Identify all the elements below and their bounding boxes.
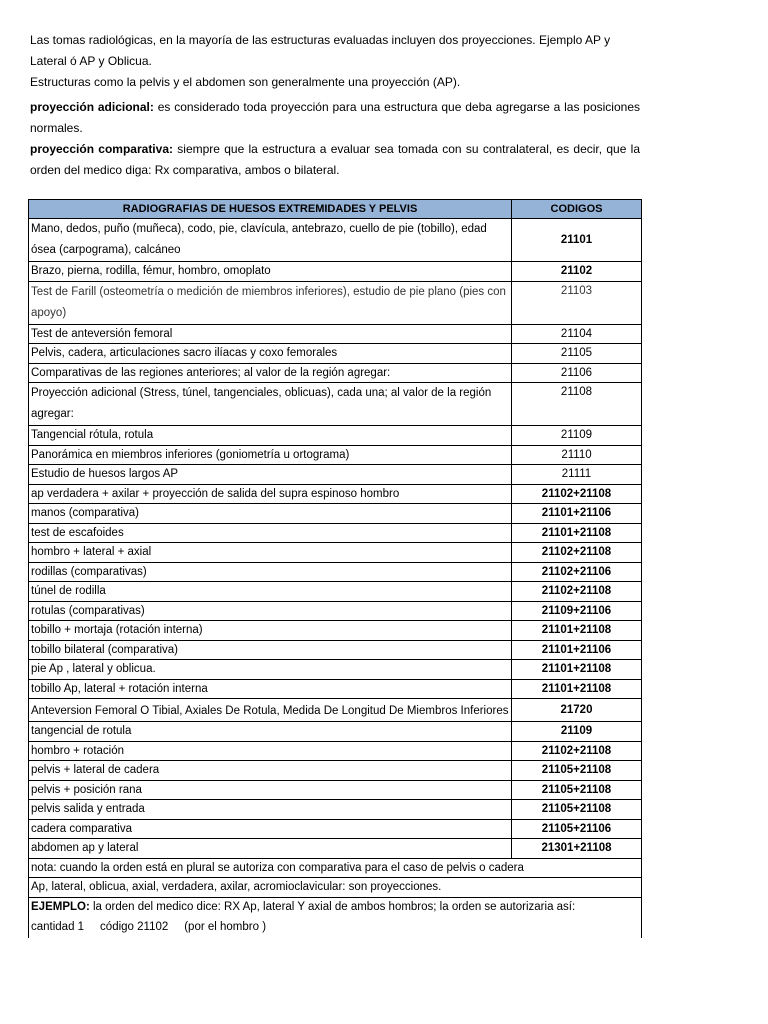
row-description: Mano, dedos, puño (muñeca), codo, pie, clavícula, antebrazo, cuello de pie (tobillo), edad ósea (carpograma), calcáneo: [29, 219, 512, 262]
row-code: 21104: [512, 324, 642, 344]
row-description: túnel de rodilla: [29, 582, 512, 602]
row-description: tobillo bilateral (comparativa): [29, 640, 512, 660]
row-code: 21102+21108: [512, 543, 642, 563]
intro-paragraph-1: Las tomas radiológicas, en la mayoría de las estructuras evaluadas incluyen dos proyecciones. Ejemplo AP y Lateral ó AP y Oblicua.: [30, 33, 611, 68]
row-code: 21101+21108: [512, 523, 642, 543]
row-description: Comparativas de las regiones anteriores; al valor de la región agregar:: [29, 363, 512, 383]
row-code: 21301+21108: [512, 839, 642, 859]
table-row: [29, 562, 642, 582]
row-code: 21101+21108: [512, 679, 642, 699]
table-row: [29, 504, 642, 524]
row-code: 21101+21108: [512, 660, 642, 680]
row-code: 21105+21108: [512, 800, 642, 820]
row-description: Proyección adicional (Stress, túnel, tangenciales, oblicuas), cada una; al valor de la región agregar:: [29, 383, 512, 426]
table-header-row: [29, 200, 642, 219]
intro-paragraph-3: [30, 97, 640, 139]
table-row: [29, 465, 642, 485]
row-description: cadera comparativa: [29, 819, 512, 839]
row-code: 21106: [512, 363, 642, 383]
table-row: [29, 621, 642, 641]
row-description: pelvis + lateral de cadera: [29, 761, 512, 781]
header-codes: CODIGOS: [512, 200, 642, 219]
row-description: hombro + rotación: [29, 741, 512, 761]
header-description: RADIOGRAFIAS DE HUESOS EXTREMIDADES Y PELVIS: [29, 200, 512, 219]
table-row: [29, 780, 642, 800]
row-description: pelvis salida y entrada: [29, 800, 512, 820]
example-text: [29, 897, 642, 916]
table-row: [29, 800, 642, 820]
row-code: 21109: [512, 722, 642, 742]
row-code: 21109+21106: [512, 601, 642, 621]
row-code: 21105+21106: [512, 819, 642, 839]
definition-proyeccion-comparativa: siempre que la estructura a evaluar sea tomada con su contralateral, es decir, que la orden del medico diga: Rx comparativa, ambos o bilateral.: [30, 142, 640, 177]
row-code: 21110: [512, 445, 642, 465]
row-code: 21101+21108: [512, 621, 642, 641]
row-code: 21101+21106: [512, 504, 642, 524]
row-code: 21108: [512, 383, 642, 426]
row-code: 21105+21108: [512, 780, 642, 800]
table-row: [29, 281, 642, 324]
row-description: pie Ap , lateral y oblicua.: [29, 660, 512, 680]
intro-paragraph-4: [30, 139, 640, 181]
table-row: [29, 484, 642, 504]
row-description: Brazo, pierna, rodilla, fémur, hombro, omoplato: [29, 262, 512, 282]
radiography-codes-table: [28, 199, 642, 938]
row-description: test de escafoides: [29, 523, 512, 543]
row-code: 21102: [512, 262, 642, 282]
definition-proyeccion-adicional: es considerado toda proyección para una estructura que deba agregarse a las posiciones normales.: [30, 100, 640, 135]
row-code: 21109: [512, 426, 642, 446]
table-row: [29, 722, 642, 742]
example-description: la orden del medico dice: RX Ap, lateral Y axial de ambos hombros; la orden se autorizaria así:: [89, 900, 576, 913]
row-code: 21101+21106: [512, 640, 642, 660]
table-row: [29, 383, 642, 426]
table-row: [29, 640, 642, 660]
example-row: [29, 897, 642, 916]
table-row: [29, 219, 642, 262]
row-code: 21103: [512, 281, 642, 324]
intro-paragraph-2: Estructuras como la pelvis y el abdomen son generalmente una proyección (AP).: [30, 75, 461, 89]
row-description: ap verdadera + axilar + proyección de salida del supra espinoso hombro: [29, 484, 512, 504]
row-description: Estudio de huesos largos AP: [29, 465, 512, 485]
row-code: 21105+21108: [512, 761, 642, 781]
row-description: rodillas (comparativas): [29, 562, 512, 582]
row-description: Tangencial rótula, rotula: [29, 426, 512, 446]
table-row: [29, 741, 642, 761]
table-row: [29, 445, 642, 465]
table-row: [29, 699, 642, 722]
row-description: manos (comparativa): [29, 504, 512, 524]
example-line-row: [29, 916, 642, 938]
table-row: [29, 839, 642, 859]
row-code: 21101: [512, 219, 642, 262]
row-code: 21111: [512, 465, 642, 485]
row-description: pelvis + posición rana: [29, 780, 512, 800]
table-row: [29, 543, 642, 563]
term-proyeccion-comparativa: proyección comparativa:: [30, 142, 173, 156]
table-row: [29, 819, 642, 839]
table-row: [29, 679, 642, 699]
table-row: [29, 582, 642, 602]
row-description: Pelvis, cadera, articulaciones sacro ilíacas y coxo femorales: [29, 344, 512, 364]
table-row: [29, 761, 642, 781]
row-code: 21102+21108: [512, 741, 642, 761]
row-description: hombro + lateral + axial: [29, 543, 512, 563]
note-projections: Ap, lateral, oblicua, axial, verdadera, axilar, acromioclavicular: son proyecciones.: [29, 878, 642, 898]
row-description: tobillo Ap, lateral + rotación interna: [29, 679, 512, 699]
term-proyeccion-adicional: proyección adicional:: [30, 100, 154, 114]
row-code: 21720: [512, 699, 642, 722]
table-row: [29, 262, 642, 282]
row-description: Test de anteversión femoral: [29, 324, 512, 344]
example-line: cantidad 1 código 21102 (por el hombro ): [29, 916, 642, 938]
row-code: 21105: [512, 344, 642, 364]
table-row: [29, 660, 642, 680]
row-description: Panorámica en miembros inferiores (goniometría u ortograma): [29, 445, 512, 465]
note-row: [29, 858, 642, 878]
note-row: [29, 878, 642, 898]
row-code: 21102+21106: [512, 562, 642, 582]
note-plural: nota: cuando la orden está en plural se autoriza con comparativa para el caso de pelvis o cadera: [29, 858, 642, 878]
table-row: [29, 601, 642, 621]
row-code: 21102+21108: [512, 582, 642, 602]
table-row: [29, 344, 642, 364]
row-code: 21102+21108: [512, 484, 642, 504]
intro-text: [30, 30, 640, 181]
table-row: [29, 324, 642, 344]
row-description: abdomen ap y lateral: [29, 839, 512, 859]
row-description: tangencial de rotula: [29, 722, 512, 742]
row-description: tobillo + mortaja (rotación interna): [29, 621, 512, 641]
table-row: [29, 426, 642, 446]
row-description: rotulas (comparativas): [29, 601, 512, 621]
row-description: Anteversion Femoral O Tibial, Axiales De Rotula, Medida De Longitud De Miembros Inferiores: [29, 699, 512, 722]
row-description: Test de Farill (osteometría o medición de miembros inferiores), estudio de pie plano (pies con apoyo): [29, 281, 512, 324]
example-term: EJEMPLO:: [31, 900, 90, 913]
table-row: [29, 363, 642, 383]
table-row: [29, 523, 642, 543]
